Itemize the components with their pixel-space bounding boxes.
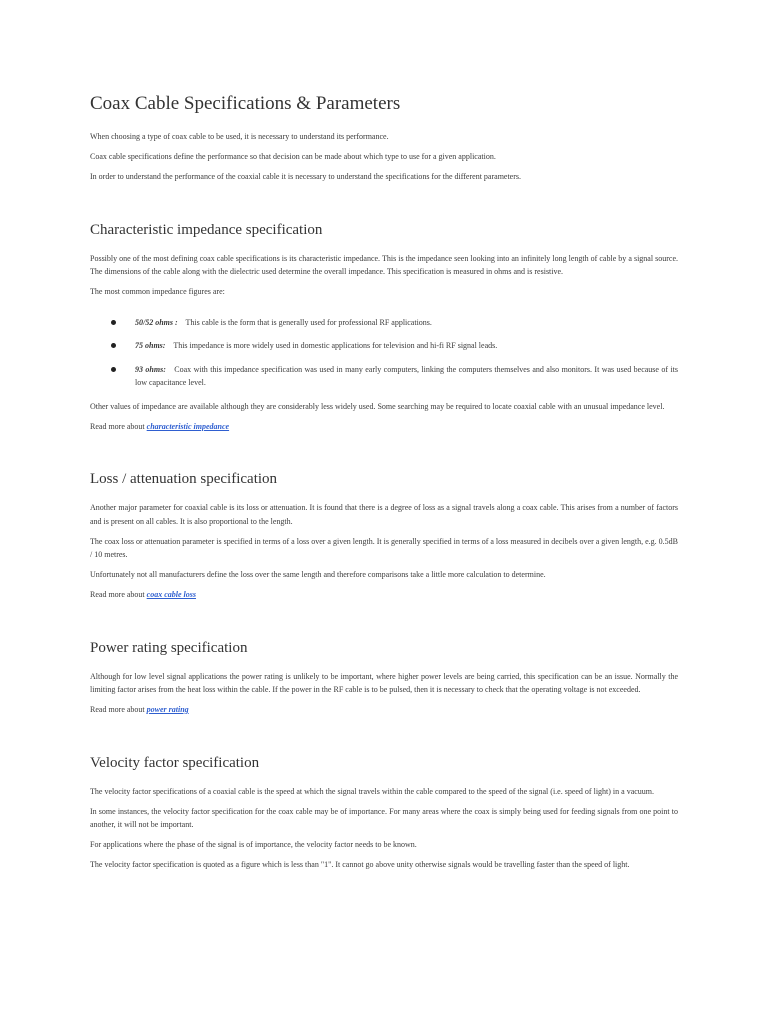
- impedance-paragraph-1: Possibly one of the most defining coax cable specifications is its characteristic impedance. This is the impedance seen looking into an infinitely long length of cable by a signal source. The dimensions of the cable along with the dielectric used determine the overall impedance. This specification is measured in ohms and is resistive.: [90, 253, 678, 276]
- page-title: Coax Cable Specifications & Parameters: [90, 93, 401, 114]
- power-paragraph-1: Although for low level signal applications the power rating is unlikely to be important, where higher power levels are being carried, this specification can be an issue. Normally the limiting factor arises from the heat loss within the cable. If the power in the RF cable is to be pulsed, then it is necessary to check that the operating voltage is not exceeded.: [90, 671, 678, 694]
- list-item: [90, 339, 678, 353]
- read-more-label: Read more about: [90, 705, 145, 714]
- loss-paragraph-3: Unfortunately not all manufacturers define the loss over the same length and therefore comparisons take a little more calculation to determine.: [90, 570, 546, 579]
- velocity-paragraph-2: In some instances, the velocity factor specification for the coax cable may be of importance. For many areas where the coax is simply being used for feeding signals from one point to another, it will not be important.: [90, 806, 678, 829]
- loss-heading: Loss / attenuation specification: [90, 471, 278, 487]
- loss-read-more: [90, 588, 678, 602]
- velocity-heading: Velocity factor specification: [90, 754, 260, 771]
- list-item: [90, 363, 678, 390]
- read-more-label: Read more about: [90, 421, 145, 431]
- power-read-more: [90, 703, 678, 717]
- list-item-text: This impedance is more widely used in domestic applications for television and hi-fi RF signal leads.: [173, 341, 498, 350]
- bullet-icon: [111, 367, 116, 372]
- loss-paragraph-2: The coax loss or attenuation parameter is specified in terms of a loss over a given length. It is generally specified in terms of a loss measured in decibels over a given length, e.g. 0.5dB / 10 metres.: [90, 536, 678, 559]
- list-item-text: Coax with this impedance specification was used in many early computers, linking the computers themselves and also monitors. It was used because of its low capacitance level.: [135, 364, 679, 387]
- intro-paragraph-2: Coax cable specifications define the performance so that decision can be made about which type to use for a given application.: [90, 152, 496, 161]
- read-more-label: Read more about: [90, 590, 145, 599]
- impedance-paragraph-2: The most common impedance figures are:: [90, 287, 225, 296]
- loss-paragraph-1: Another major parameter for coaxial cable is its loss or attenuation. It is found that there is a degree of loss as a signal travels along a coax cable. This arises from a number of factors and is present on all cables. It is also proportional to the length.: [90, 503, 678, 526]
- list-item-text: This cable is the form that is generally used for professional RF applications.: [185, 317, 432, 327]
- list-item-term: 75 ohms:: [135, 341, 166, 350]
- intro-paragraph-1: When choosing a type of coax cable to be used, it is necessary to understand its performance.: [90, 132, 389, 141]
- coax-cable-loss-link[interactable]: coax cable loss: [146, 590, 196, 599]
- bullet-icon: [111, 343, 116, 348]
- intro-paragraph-3: In order to understand the performance of the coaxial cable it is necessary to understand the specifications for the different parameters.: [90, 172, 522, 181]
- impedance-heading: Characteristic impedance specification: [90, 221, 323, 238]
- velocity-paragraph-1: The velocity factor specifications of a coaxial cable is the speed at which the signal travels within the cable compared to the speed of the signal (i.e. speed of light) in a vacuum.: [90, 786, 655, 796]
- impedance-list: [90, 316, 678, 390]
- list-item: [90, 316, 678, 330]
- list-item-term: 93 ohms:: [135, 364, 166, 374]
- list-item-term: 50/52 ohms :: [135, 317, 178, 327]
- bullet-icon: [111, 320, 116, 325]
- power-section: [90, 638, 678, 717]
- impedance-section: [90, 220, 678, 434]
- velocity-paragraph-4: The velocity factor specification is quoted as a figure which is less than "1". It cannot go above unity otherwise signals would be travelling faster than the speed of light.: [90, 860, 630, 869]
- impedance-paragraph-3: Other values of impedance are available although they are considerably less widely used. Some searching may be required to locate coaxial cable with an unusual impedance level.: [90, 401, 665, 411]
- power-heading: Power rating specification: [90, 639, 248, 656]
- characteristic-impedance-link[interactable]: characteristic impedance: [146, 421, 230, 431]
- power-rating-link[interactable]: power rating: [146, 705, 189, 714]
- loss-section: [90, 469, 678, 602]
- velocity-section: [90, 753, 678, 872]
- impedance-read-more: [90, 420, 678, 434]
- velocity-paragraph-3: For applications where the phase of the signal is of importance, the velocity factor needs to be known.: [90, 840, 417, 849]
